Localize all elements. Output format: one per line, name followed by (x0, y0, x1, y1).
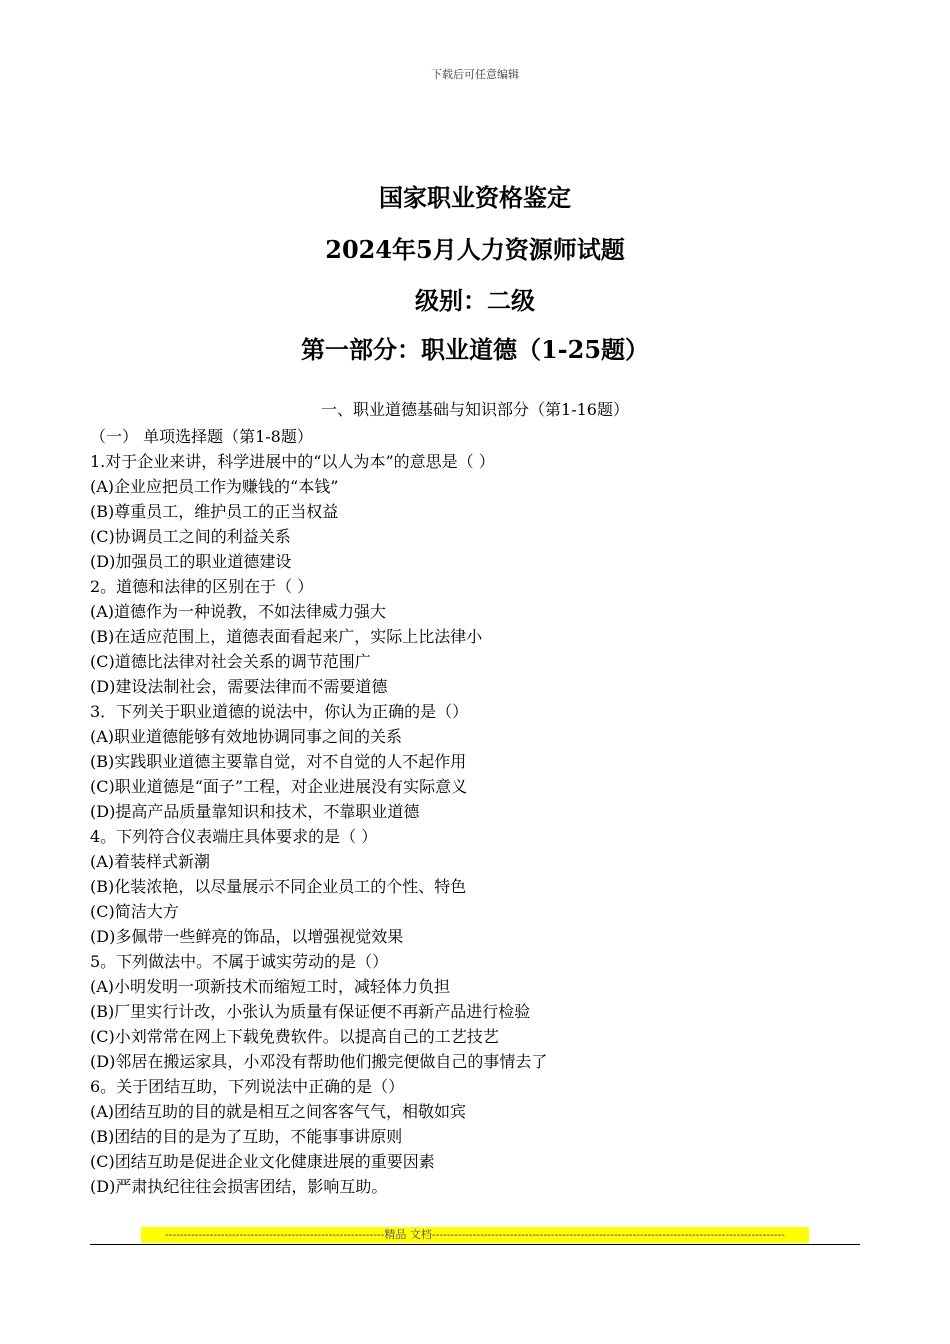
header-note: 下载后可任意编辑 (431, 68, 519, 81)
text-line: (B)在适应范围上，道德表面看起来广，实际上比法律小 (90, 627, 483, 646)
text-line: (C)协调员工之间的利益关系 (90, 527, 291, 546)
text-line: (C)小刘常常在网上下载免费软件。以提高自己的工艺技艺 (90, 1027, 499, 1046)
text-line: 6。关于团结互助，下列说法中正确的是（） (90, 1077, 405, 1096)
text-line: (B)团结的目的是为了互助，不能事事讲原则 (90, 1127, 403, 1146)
level-title: 级别：二级 (415, 286, 535, 315)
text-line: (A)团结互助的目的就是相互之间客客气气，相敬如宾 (90, 1102, 467, 1121)
text-line: (C)简洁大方 (90, 902, 179, 921)
text-line: 1.对于企业来讲，科学进展中的“以人为本”的意思是（ ） (90, 452, 495, 471)
text-line: (B)厂里实行计改，小张认为质量有保证便不再新产品进行检验 (90, 1002, 531, 1021)
document-title: 国家职业资格鉴定 (379, 183, 571, 212)
text-line: (B)尊重员工，维护员工的正当权益 (90, 502, 339, 521)
text-line: 2。道德和法律的区别在于（ ） (90, 577, 314, 596)
text-line: （一） 单项选择题（第1-8题） (90, 427, 313, 446)
text-line: 5。下列做法中。不属于诚实劳动的是（） (90, 952, 389, 971)
text-line: (D)加强员工的职业道德建设 (90, 552, 292, 571)
footer-banner: -----------------------------------------------------------精品 文档----------------------------------------------------------------------------------------------- (141, 1227, 809, 1243)
text-line: (C)道德比法律对社会关系的调节范围广 (90, 652, 371, 671)
text-line: (A)着装样式新潮 (90, 852, 211, 871)
section-heading: 一、职业道德基础与知识部分（第1-16题） (321, 400, 629, 419)
text-line: (A)职业道德能够有效地协调同事之间的关系 (90, 727, 403, 746)
text-line: (A)小明发明一项新技术而缩短工时，减轻体力负担 (90, 977, 451, 996)
footer-divider (90, 1244, 860, 1245)
exam-title: 2024年5月人力资源师试题 (325, 235, 625, 264)
text-line: 4。下列符合仪表端庄具体要求的是（ ） (90, 827, 378, 846)
text-line: (D)严肃执纪往往会损害团结，影响互助。 (90, 1177, 388, 1196)
text-line: (C)职业道德是“面子”工程，对企业进展没有实际意义 (90, 777, 468, 796)
text-line: (B)实践职业道德主要靠自觉，对不自觉的人不起作用 (90, 752, 467, 771)
text-line: (A)企业应把员工作为赚钱的“本钱” (90, 477, 339, 496)
text-line: (D)多佩带一些鲜亮的饰品，以增强视觉效果 (90, 927, 404, 946)
text-line: (A)道德作为一种说教，不如法律威力强大 (90, 602, 387, 621)
text-line: (C)团结互助是促进企业文化健康进展的重要因素 (90, 1152, 435, 1171)
question-body (90, 424, 870, 1199)
text-line: (B)化装浓艳，以尽量展示不同企业员工的个性、特色 (90, 877, 467, 896)
text-line: (D)邻居在搬运家具，小邓没有帮助他们搬完便做自己的事情去了 (90, 1052, 548, 1071)
part-title: 第一部分：职业道德（1-25题） (300, 335, 650, 364)
text-line: 3．下列关于职业道德的说法中，你认为正确的是（） (90, 702, 469, 721)
text-line: (D)建设法制社会，需要法律而不需要道德 (90, 677, 388, 696)
text-line: (D)提高产品质量靠知识和技术，不靠职业道德 (90, 802, 420, 821)
